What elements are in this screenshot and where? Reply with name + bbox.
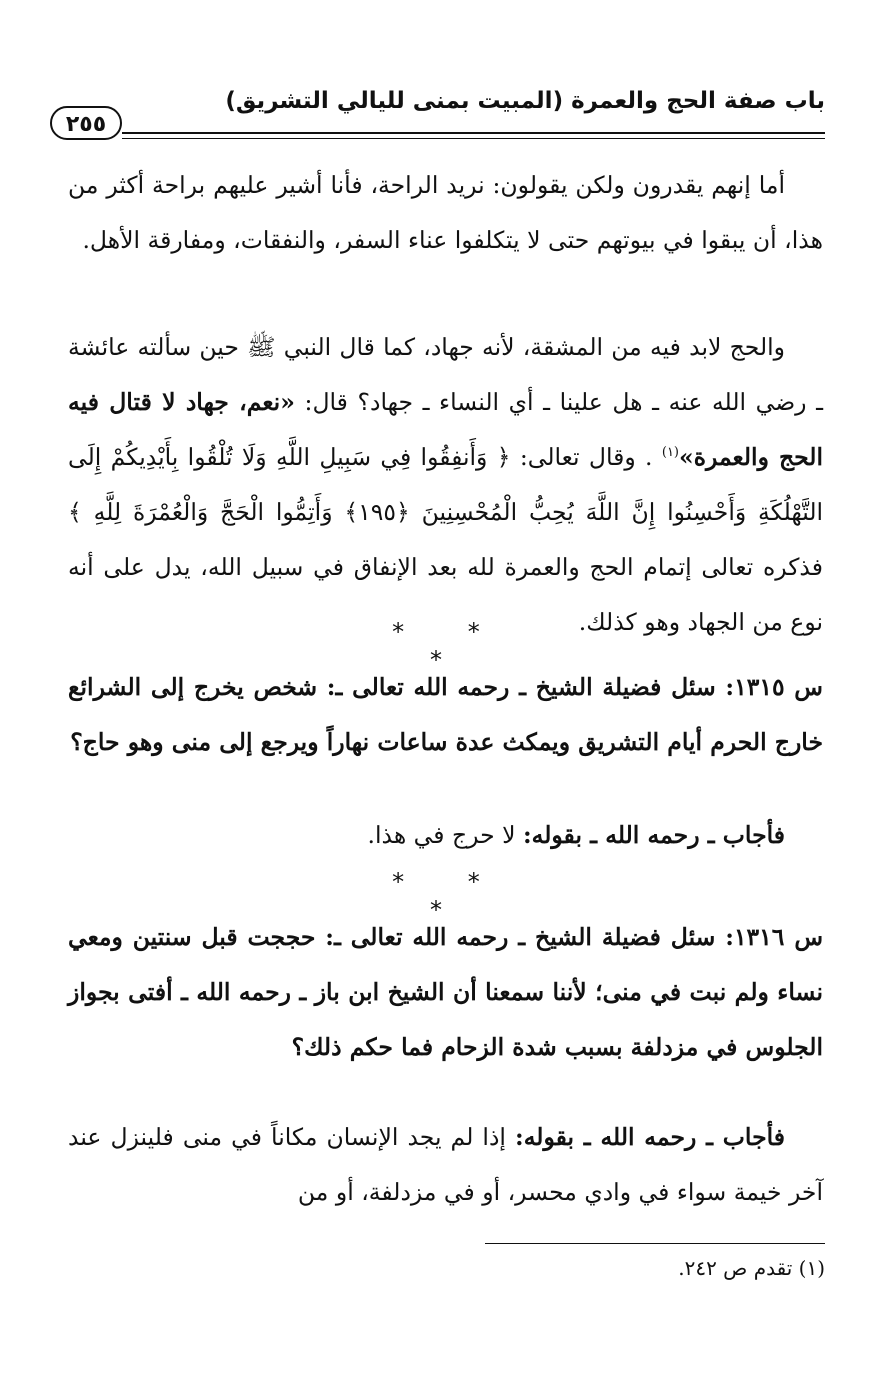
answer-label: فأجاب ـ رحمه الله ـ بقوله: <box>515 1123 786 1151</box>
page-header <box>50 88 825 148</box>
section-separator: * * * <box>392 618 508 674</box>
hadith-quote: «نعم، جهاد لا قتال فيه الحج والعمرة» <box>68 388 824 471</box>
paragraph-2-intro: والحج لابد فيه من المشقة، لأنه جهاد، كما قال النبي ﷺ حين سألته عائشة ـ رضي الله عنه ـ هل علينا ـ أي النساء ـ جهاد؟ قال: <box>68 333 824 416</box>
answer-label: فأجاب ـ رحمه الله ـ بقوله: <box>522 821 785 849</box>
paragraph-2 <box>68 320 823 650</box>
question-text: سئل فضيلة الشيخ ـ رحمه الله تعالى ـ: حججت قبل سنتين ومعي نساء ولم نبت في منى؛ لأننا سمعنا أن الشيخ ابن باز ـ رحمه الله ـ أفتى بجواز الجلوس في مزدلفة بسبب شدة الزحام فما حكم ذلك؟ <box>68 923 823 1061</box>
quran-verse: ﴿ وَأَنفِقُوا فِي سَبِيلِ اللَّهِ وَلَا تُلْقُوا بِأَيْدِيكُمْ إِلَى التَّهْلُكَةِ وَأَحْسِنُوا إِنَّ اللَّهَ يُحِبُّ الْمُحْسِنِينَ ﴿١٩٥﴾ وَأَتِمُّوا الْحَجَّ وَالْعُمْرَةَ لِلَّهِ ﴾ <box>68 443 824 526</box>
question-1316 <box>68 910 823 1075</box>
footnote: (١) تقدم ص ٢٤٢. <box>678 1256 825 1280</box>
footnote-ref: (١) <box>661 445 679 461</box>
paragraph-2-connector: . وقال تعالى: <box>510 443 662 471</box>
answer-1316 <box>68 1110 823 1220</box>
page-number: ٢٥٥ <box>50 106 122 140</box>
question-label: س ١٣١٦: <box>725 923 824 951</box>
header-rule <box>122 132 825 134</box>
paragraph-2-end: فذكره تعالى إتمام الحج والعمرة لله بعد الإنفاق في سبيل الله، يدل على أنه نوع من الجهاد وهو كذلك. <box>68 553 823 636</box>
question-text: سئل فضيلة الشيخ ـ رحمه الله تعالى ـ: شخص يخرج إلى الشرائع خارج الحرم أيام التشريق ويمكث عدة ساعات نهاراً ويرجع إلى منى وهو حاج؟ <box>68 673 823 756</box>
header-rule-thin <box>122 138 825 139</box>
paragraph-1 <box>68 158 823 268</box>
answer-text: إذا لم يجد الإنسان مكاناً في منى فلينزل عند آخر خيمة سواء في وادي محسر، أو في مزدلفة، أو من <box>68 1123 823 1206</box>
running-title: باب صفة الحج والعمرة (المبيت بمنى لليالي التشريق) <box>225 88 825 114</box>
question-label: س ١٣١٥: <box>725 673 823 701</box>
question-1315 <box>68 660 823 770</box>
answer-text: لا حرج في هذا. <box>367 821 523 849</box>
footnote-rule <box>485 1243 825 1244</box>
answer-1315 <box>68 808 823 863</box>
section-separator: * * * <box>392 868 508 924</box>
paragraph-1-text: أما إنهم يقدرون ولكن يقولون: نريد الراحة، فأنا أشير عليهم براحة أكثر من هذا، أن يبقوا في بيوتهم حتى لا يتكلفوا عناء السفر، والنفقات، ومفارقة الأهل. <box>68 171 823 254</box>
